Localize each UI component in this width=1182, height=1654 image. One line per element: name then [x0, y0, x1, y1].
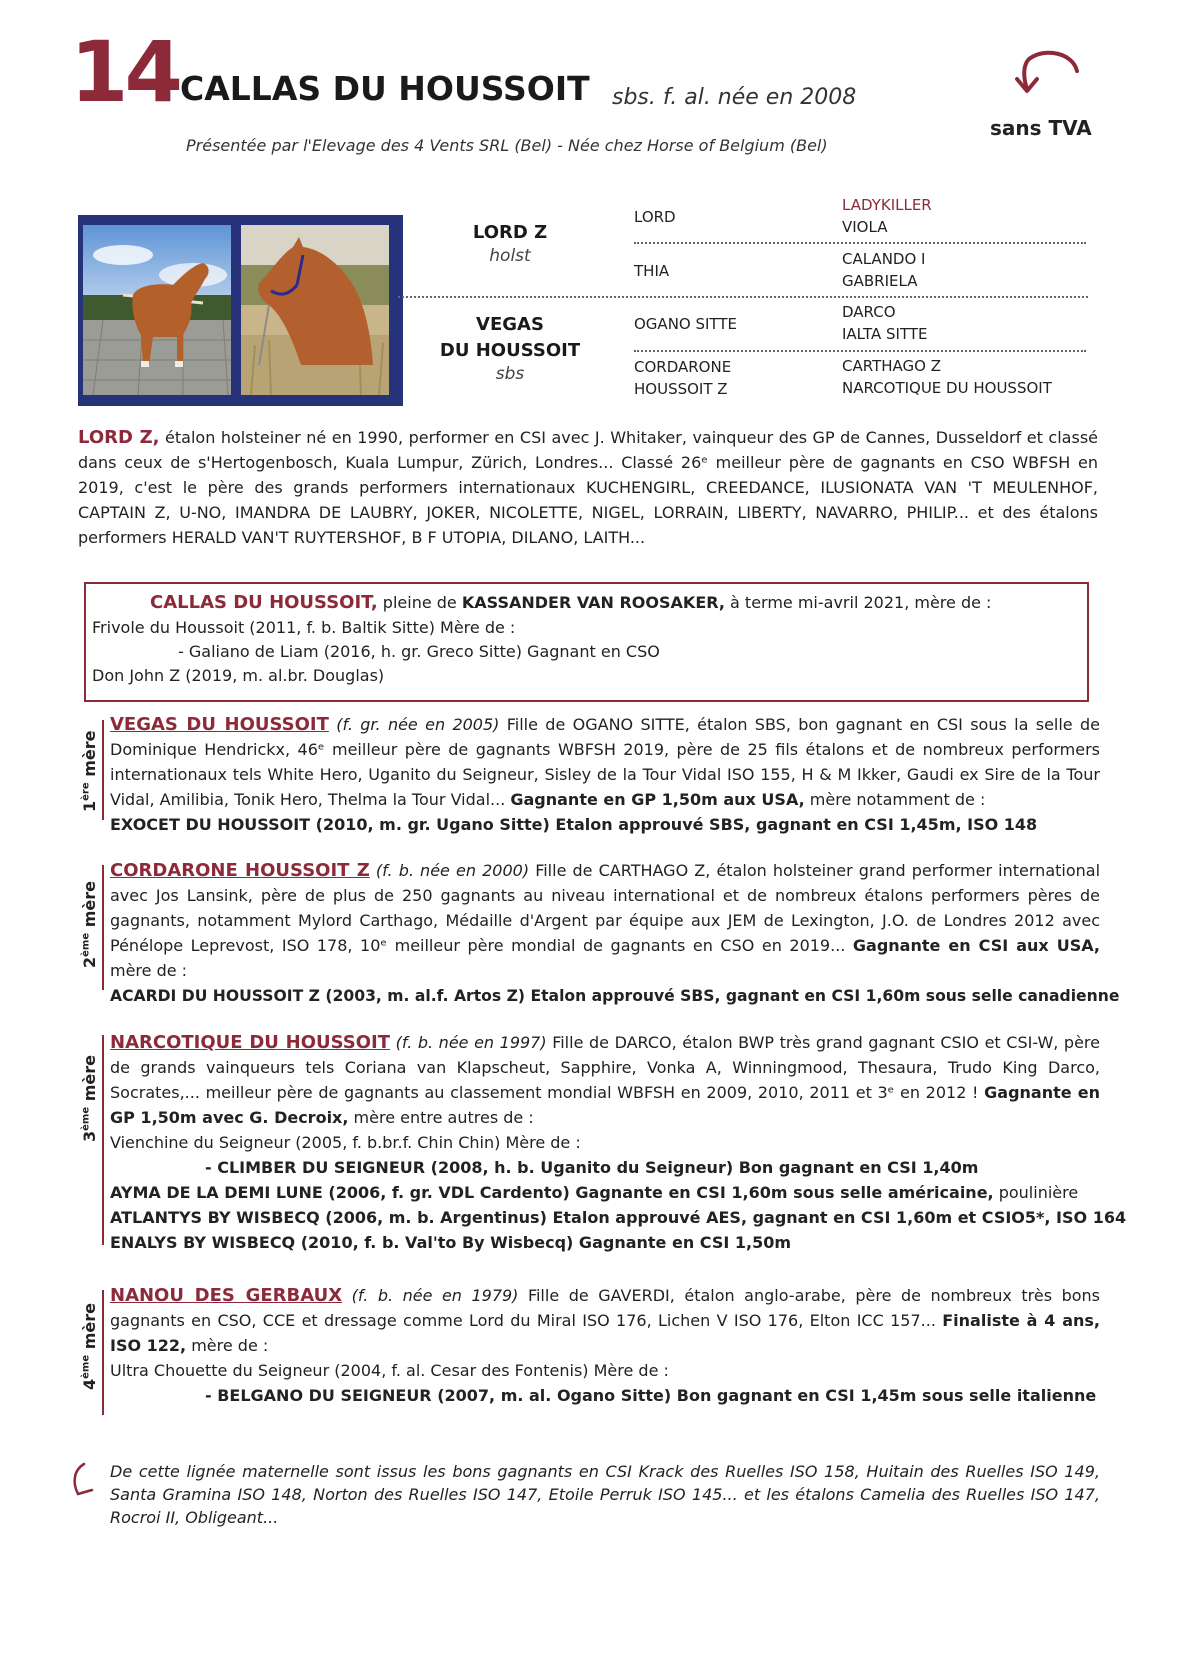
gen3-ancestor-3: CALANDO I: [842, 250, 926, 268]
mere3-name: NARCOTIQUE DU HOUSSOIT: [110, 1032, 391, 1053]
horse-description: sbs. f. al. née en 2008: [612, 85, 857, 110]
sire-paragraph-title: LORD Z,: [78, 427, 160, 448]
mere2-offspring: ACARDI DU HOUSSOIT Z (2003, m. al.f. Artos Z) Etalon approuvé SBS, gagnant en CSI 1,60m sous selle canadienne: [110, 987, 1120, 1005]
callas-box-text: à terme mi-avril 2021, mère de :: [724, 593, 992, 612]
generation-bar: [102, 1290, 104, 1415]
mere3-text-end: mère entre autres de :: [348, 1108, 534, 1127]
generation-bar: [102, 1035, 104, 1245]
dam-studbook: sbs: [495, 364, 525, 385]
gen3-ancestor-6: IALTA SITTE: [842, 325, 928, 343]
pedigree-divider: [634, 350, 1086, 352]
generation-bar: [102, 865, 104, 990]
gen3-ancestor-2: VIOLA: [842, 218, 888, 236]
mere1-meta: (f. gr. née en 2005): [328, 715, 500, 734]
horse-photo-head: [241, 225, 389, 395]
mere3-section: [110, 1030, 1127, 1255]
mere4-text: Fille de GAVERDI, étalon anglo-arabe, père de nombreux très bons gagnants en CSO, CCE et dressage comme Lord du Miral ISO 176, Lichen V ISO 176, Elton ICC 157...: [110, 1286, 1100, 1330]
sire-paragraph-text: étalon holsteiner né en 1990, performer en CSI avec J. Whitaker, vainqueur des GP de Cannes, Dusseldorf et classé dans ceux de s'Hertogenbosch, Kuala Lumpur, Zürich, Londres... Classé 26ᵉ meilleur père de gagnants en CSO WBFSH en 2019, c'est le père des grands performers internationaux KUCHENGIRL, CREEDANCE, ILUSIONATA VAN 'T MEULENHOF, CAPTAIN Z, U-NO, IMANDRA DE LAUBRY, JOKER, NICOLETTE, NIGEL, LORRAIN, LIBERTY, NAVARRO, PHILIP... et des étalons performers HERALD VAN'T RUYTERSHOF, B F UTOPIA, DILANO, LAITH...: [78, 428, 1098, 547]
mere2-bold: Gagnante en CSI aux USA,: [852, 936, 1100, 955]
mere3-line-a: Vienchine du Seigneur (2005, f. b.br.f. Chin Chin) Mère de :: [110, 1133, 581, 1152]
dam-name-line2: DU HOUSSOIT: [439, 340, 581, 362]
generation-label-3: 3ème mère: [80, 1055, 99, 1142]
mere3-line-e: ENALYS BY WISBECQ (2010, f. b. Val'to By Wisbecq) Gagnante en CSI 1,50m: [110, 1233, 792, 1252]
mere2-section: [110, 858, 1120, 1009]
dam-sire: OGANO SITTE: [634, 315, 737, 333]
callas-box: [84, 582, 1089, 702]
mere3-line-d: ATLANTYS BY WISBECQ (2006, m. b. Argentinus) Etalon approuvé AES, gagnant en CSI 1,60m et CSIO5*, ISO 164: [110, 1208, 1127, 1227]
callas-box-line4: Don John Z (2019, m. al.br. Douglas): [92, 666, 385, 685]
mere4-text-end: mère de :: [186, 1336, 269, 1355]
curved-arrow-icon: [70, 1462, 100, 1498]
mere1-text-end: mère notamment de :: [804, 790, 986, 809]
pedigree-dam: [410, 312, 610, 385]
lot-number: 14: [70, 23, 179, 121]
mere4-line-b: - BELGANO DU SEIGNEUR (2007, m. al. Ogano Sitte) Bon gagnant en CSI 1,45m sous selle italienne: [205, 1386, 1097, 1405]
tva-label: sans TVA: [990, 116, 1092, 140]
mere1-name: VEGAS DU HOUSSOIT: [110, 714, 329, 735]
mere3-text: Fille de DARCO, étalon BWP très grand gagnant CSIO et CSI-W, père de grands vainqueurs tels Coriana van Klapscheut, Sapphire, Vonka A, Winningmood, Thesaura, Trudo King Darco, Socrates,... meilleur père de gagnants au classement mondial WBFSH en 2009, 2010, 2011 et 3ᵉ en 2012 !: [110, 1033, 1100, 1102]
dam-dam-line2: HOUSSOIT Z: [634, 379, 728, 398]
sire-dam: THIA: [634, 262, 670, 280]
mere4-name: NANOU DES GERBAUX: [110, 1285, 343, 1306]
mere3-bold: Gagnante en GP 1,50m avec G. Decroix,: [110, 1083, 1100, 1127]
gen3-ancestor-5: DARCO: [842, 303, 896, 321]
pedigree-divider: [398, 296, 1088, 298]
mere4-bold: Finaliste à 4 ans, ISO 122,: [110, 1311, 1101, 1355]
callas-box-line3: - Galiano de Liam (2016, h. gr. Greco Sitte) Gagnant en CSO: [178, 642, 660, 661]
gen3-ancestor-4: GABRIELA: [842, 272, 918, 290]
callas-box-stallion: KASSANDER VAN ROOSAKER,: [461, 593, 725, 612]
sire-paragraph: [78, 425, 1098, 550]
sire-studbook: holst: [489, 246, 531, 267]
generation-label-4: 4ème mère: [80, 1303, 99, 1390]
mere3-line-c-end: poulinière: [993, 1183, 1079, 1202]
pedigree-table: [410, 196, 1090, 405]
mere3-line-b: - CLIMBER DU SEIGNEUR (2008, h. b. Uganito du Seigneur) Bon gagnant en CSI 1,40m: [205, 1158, 979, 1177]
horse-name: CALLAS DU HOUSSOIT: [180, 69, 590, 108]
dam-dam: [634, 357, 731, 401]
generation-bar: [102, 720, 104, 820]
mere3-meta: (f. b. née en 1997): [390, 1033, 547, 1052]
dam-dam-line1: CORDARONE: [634, 358, 732, 376]
gen3-ancestor-7: CARTHAGO Z: [842, 357, 941, 375]
mere1-offspring: EXOCET DU HOUSSOIT (2010, m. gr. Ugano Sitte) Etalon approuvé SBS, gagnant en CSI 1,45m, ISO 148: [110, 815, 1038, 834]
sire-name: LORD Z: [472, 222, 548, 243]
gen3-ancestor-8: NARCOTIQUE DU HOUSSOIT: [842, 379, 1052, 397]
generation-label-2: 2ème mère: [80, 881, 99, 968]
mere1-section: [110, 712, 1100, 837]
mere2-text: Fille de CARTHAGO Z, étalon holsteiner grand performer international avec Jos Lansink, père de plus de 250 gagnants au niveau international et de nombreux étalons performers pères de gagnants, notamment Mylord Carthago, Médaille d'Argent par équipe aux JEM de Lexington, J.O. de Londres 2012 avec Pénélope Leprevost, ISO 178, 10ᵉ meilleur père mondial de gagnants en CSO en 2019...: [110, 861, 1101, 955]
curved-arrow-icon: [1015, 45, 1085, 110]
sire-sire: LORD: [634, 208, 676, 226]
footer-note: De cette lignée maternelle sont issus les bons gagnants en CSI Krack des Ruelles ISO 158, Huitain des Ruelles ISO 149, Santa Gramina ISO 148, Norton des Ruelles ISO 147, Etoile Perruk ISO 145... et les étalons Camelia des Ruelles ISO 147, Rocroi II, Obligeant...: [110, 1462, 1100, 1527]
callas-box-text: pleine de: [377, 593, 462, 612]
mere2-meta: (f. b. née en 2000): [369, 861, 530, 880]
callas-box-line2: Frivole du Houssoit (2011, f. b. Baltik Sitte) Mère de :: [92, 618, 516, 637]
mere1-text: Fille de OGANO SITTE, étalon SBS, bon gagnant en CSI sous la selle de Dominique Hendrickx, 46ᵉ meilleur père de gagnants WBFSH 2019, père de 25 fils étalons et de nombreux performers internationaux tels White Hero, Uganito du Seigneur, Sisley de la Tour Vidal ISO 155, H & M Ikker, Gaudi ex Sire de la Tour Vidal, Amilibia, Tonik Hero, Thelma la Tour Vidal...: [110, 715, 1100, 809]
callas-box-line1: [150, 592, 991, 613]
mere4-meta: (f. b. née en 1979): [342, 1286, 519, 1305]
mere2-text-end: mère de :: [110, 961, 188, 980]
mere3-line-c: AYMA DE LA DEMI LUNE (2006, f. gr. VDL Cardento) Gagnante en CSI 1,60m sous selle américaine,: [110, 1183, 994, 1202]
gen3-ancestor-1: LADYKILLER: [842, 196, 932, 214]
generation-label-1: 1ère mère: [80, 730, 99, 812]
mere1-bold: Gagnante en GP 1,50m aux USA,: [510, 790, 805, 809]
mere2-name: CORDARONE HOUSSOIT Z: [110, 860, 370, 881]
mere4-section: [110, 1283, 1100, 1408]
photo-frame: [78, 215, 403, 406]
pedigree-sire: [410, 220, 610, 266]
horse-photo-side: [83, 225, 231, 395]
mere4-line-a: Ultra Chouette du Seigneur (2004, f. al. Cesar des Fontenis) Mère de :: [110, 1361, 669, 1380]
callas-box-title: CALLAS DU HOUSSOIT,: [150, 592, 378, 613]
pedigree-divider: [634, 242, 1086, 244]
presenter-line: Présentée par l'Elevage des 4 Vents SRL (Bel) - Née chez Horse of Belgium (Bel): [186, 136, 828, 155]
dam-name-line1: VEGAS: [476, 314, 544, 335]
